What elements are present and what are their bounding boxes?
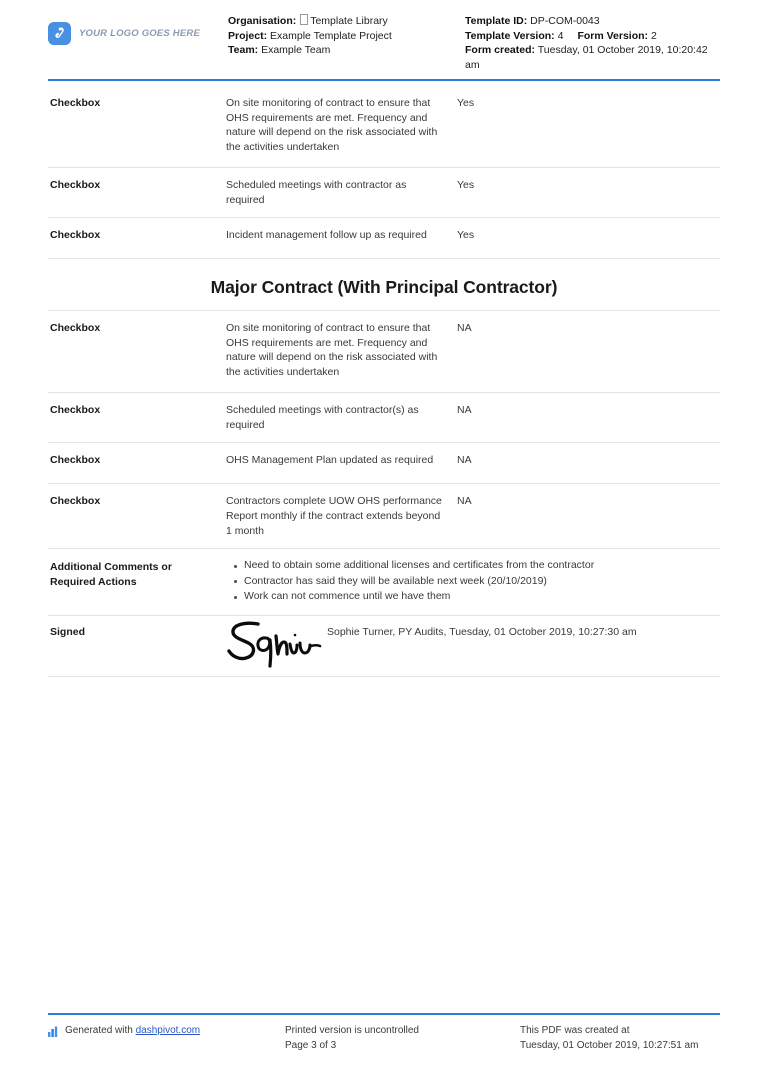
dashpivot-link[interactable]: dashpivot.com: [135, 1025, 201, 1036]
bar-chart-icon: [48, 1026, 59, 1037]
header-meta-left: [228, 14, 465, 58]
meta-team: [228, 43, 465, 58]
meta-template-id: [465, 14, 720, 29]
table-row: [48, 393, 720, 443]
header-divider: [48, 79, 720, 81]
meta-form-created-value: Tuesday, 01 October 2019, 10:20:42 am: [465, 44, 708, 71]
row-value: NA: [457, 495, 472, 508]
row-value: Yes: [457, 229, 475, 242]
meta-project-value: Example Template Project: [270, 29, 392, 42]
meta-organisation-label: Organisation:: [228, 15, 297, 27]
additional-comments-label-line-2: Required Actions: [50, 576, 137, 589]
additional-comments-list: [226, 558, 720, 605]
footer-printed-line-1: Printed version is uncontrolled: [285, 1025, 419, 1036]
row-value: NA: [457, 404, 472, 417]
row-label: Checkbox: [50, 404, 101, 417]
row-value: Yes: [457, 179, 475, 191]
table-row: [48, 484, 720, 549]
footer-generated-text: [65, 1024, 200, 1039]
meta-organisation-value: Template Library: [310, 15, 388, 27]
document-header: [48, 14, 720, 76]
meta-template-version-value: 4: [557, 29, 564, 42]
meta-project: [228, 29, 465, 44]
row-label: Checkbox: [50, 454, 101, 467]
meta-template-version-label: Template Version:: [465, 29, 555, 42]
row-value: NA: [457, 322, 472, 335]
row-description: OHS Management Plan updated as required: [226, 454, 434, 467]
list-item: Work can not commence until we have them: [244, 589, 720, 605]
row-description: On site monitoring of contract to ensure that OHS requirements are met. Frequency and nature will depend on the risk associated with the activities undertaken: [226, 322, 438, 378]
meta-team-label: Team:: [228, 44, 259, 57]
meta-template-id-label: Template ID:: [465, 15, 528, 27]
row-label: Checkbox: [50, 97, 101, 109]
company-logo-icon: [48, 22, 71, 45]
footer-divider: [48, 1013, 720, 1015]
table-row: [48, 311, 720, 393]
document-footer: [48, 1024, 720, 1053]
additional-comments-label-line-1: Additional Comments or: [50, 561, 172, 574]
signature-meta: Sophie Turner, PY Audits, Tuesday, 01 October 2019, 10:27:30 am: [327, 625, 637, 638]
additional-comments-body: [226, 549, 720, 615]
section-heading: [48, 259, 720, 311]
table-row: [48, 86, 720, 168]
additional-comments-label: [48, 549, 226, 615]
footer-generated-prefix: Generated with: [65, 1025, 136, 1036]
footer-page-number: Page 3 of 3: [285, 1039, 337, 1051]
meta-form-version-label: Form Version:: [577, 29, 649, 42]
row-description: Scheduled meetings with contractor as required: [226, 179, 407, 206]
row-value: NA: [457, 454, 472, 467]
footer-created-info: [520, 1024, 720, 1053]
row-label: Checkbox: [50, 179, 101, 191]
list-item: Contractor has said they will be available next week (20/10/2019): [244, 574, 720, 590]
table-row: [48, 218, 720, 259]
meta-organisation: [228, 14, 465, 29]
meta-project-label: Project:: [228, 29, 268, 42]
logo-block: [48, 14, 228, 45]
form-table: [48, 86, 720, 677]
table-row: [48, 443, 720, 484]
additional-comments-row: [48, 549, 720, 616]
row-label: Checkbox: [50, 495, 101, 508]
header-meta-right: [465, 14, 720, 72]
footer-created-line-2: Tuesday, 01 October 2019, 10:27:51 am: [520, 1039, 699, 1051]
row-description: On site monitoring of contract to ensure that OHS requirements are met. Frequency and nature will depend on the risk associated with the activities undertaken: [226, 97, 438, 153]
row-label: Checkbox: [50, 322, 101, 335]
logo-placeholder-text: YOUR LOGO GOES HERE: [79, 28, 200, 39]
signed-label: Signed: [50, 625, 86, 638]
meta-form-created: [465, 43, 720, 72]
footer-generated-with: [48, 1024, 285, 1039]
row-label: Checkbox: [50, 229, 101, 242]
row-value: Yes: [457, 97, 475, 109]
meta-form-version-value: 2: [650, 29, 657, 42]
footer-created-line-1: This PDF was created at: [520, 1025, 630, 1036]
signature-image: [226, 616, 327, 676]
meta-versions: [465, 29, 720, 44]
row-description: Incident management follow up as required: [226, 229, 427, 242]
section-heading-title: Major Contract (With Principal Contractor): [210, 277, 558, 298]
meta-form-created-label: Form created:: [465, 44, 536, 57]
table-row: [48, 168, 720, 218]
meta-template-id-value: DP-COM-0043: [530, 15, 600, 27]
meta-team-value: Example Team: [261, 44, 331, 57]
row-description: Contractors complete UOW OHS performance Report monthly if the contract extends beyond 1 month: [226, 495, 442, 537]
signed-row: [48, 616, 720, 677]
row-description: Scheduled meetings with contractor(s) as required: [226, 404, 419, 431]
list-item: Need to obtain some additional licenses and certificates from the contractor: [244, 558, 720, 574]
missing-glyph-icon: [300, 14, 308, 25]
footer-print-info: [285, 1024, 520, 1053]
